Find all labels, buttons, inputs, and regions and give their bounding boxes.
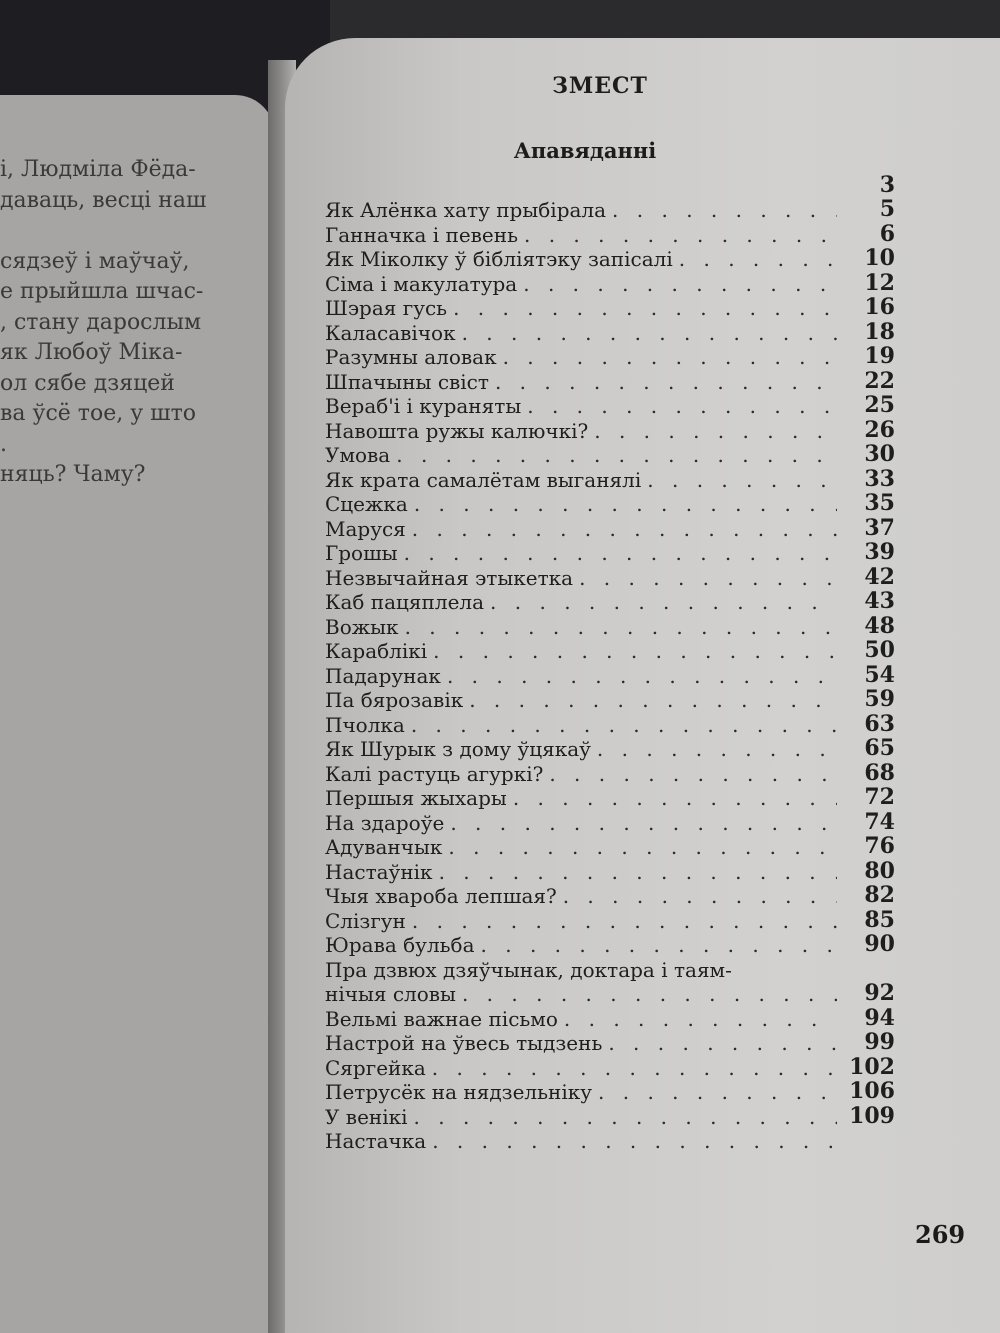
left-text-line: няць? Чаму? [0,462,146,487]
toc-leader-dots [503,345,837,369]
toc-leader-dots [453,296,837,320]
toc-entry-title: Петрусёк на нядзельніку [325,1080,593,1104]
toc-leader-dots [396,443,837,467]
toc-leader-dots [414,492,837,516]
toc-entry-title: Як Алёнка хату прыбірала [325,198,607,222]
toc-leader-dots [490,590,837,614]
toc-entry-title: Шпачыны свіст [325,369,489,394]
toc-page-number: 94 [864,1004,895,1031]
toc-leader-dots [405,615,837,639]
toc-row [325,1129,895,1154]
toc-entry-title: Калі растуць агуркі? [325,761,544,786]
toc-row [325,712,895,737]
toc-entry-title: Каласавічок [325,320,456,345]
toc-page-number: 50 [864,637,895,663]
toc-row [325,1006,895,1031]
toc-row [325,884,895,909]
toc-row [325,1104,895,1129]
toc-leader-dots [523,272,837,296]
toc-leader-dots [448,835,837,859]
toc-leader-dots [524,223,837,247]
toc-page-number: 54 [864,661,895,688]
toc-leader-dots [598,1080,837,1104]
toc-row [325,1055,895,1080]
toc-entry-title: Вераб'і і кураняты [325,394,522,418]
toc-row [325,614,895,639]
toc-row [325,467,895,492]
toc-row [325,688,895,713]
toc-entry-title: Падарунак [325,663,441,688]
left-text-line: сядзеў і маўчаў, [0,248,190,274]
toc-leader-dots [513,786,837,810]
page-number: 269 [915,1220,966,1249]
toc-entry-title: Сіма і макулатура [325,271,518,296]
right-page [285,38,1000,1333]
toc-page-number: 22 [864,367,895,394]
toc-entry-title: Як крата самалётам выганялі [325,467,642,492]
toc-row [325,541,895,566]
toc-row [325,859,895,884]
toc-leader-dots [412,517,837,541]
toc-leader-dots [404,541,837,565]
toc-page-number: 99 [864,1029,895,1055]
toc-entry-title: Настаўнік [325,859,433,884]
toc-page-number: 106 [849,1078,895,1104]
toc-page-number: 3 [879,171,895,198]
toc-entry-title: Як Шурык з дому ўцякаў [325,737,591,761]
toc-entry-title: Сцежка [325,492,408,516]
toc-entry-title: Ганначка і певень [325,222,518,247]
toc-page-number: 59 [864,686,895,712]
toc-entry-title: Чыя хвароба лепшая? [325,884,557,908]
toc-row [325,908,895,933]
toc-leader-dots [439,860,837,884]
toc-entry-title: Слізгун [325,908,406,933]
toc-leader-dots [433,639,837,663]
toc-row [325,296,895,321]
toc-leader-dots [481,933,837,957]
toc-leader-dots [469,688,837,712]
toc-entry-title: Юрава бульба [325,933,475,957]
toc-row [325,345,895,370]
toc-page-number: 85 [864,906,895,933]
contents-title: ЗМЕСТ [552,73,648,99]
toc-entry-title: Першыя жыхары [325,786,507,810]
toc-row [325,590,895,615]
toc-page-number: 37 [864,514,895,541]
toc-leader-dots [462,982,837,1006]
toc-page-number: 48 [864,612,895,639]
toc-leader-dots [594,419,837,443]
toc-entry-title: Пчолка [325,712,405,737]
toc-leader-dots [414,1105,837,1129]
toc-page-number: 109 [849,1102,895,1129]
toc-entry-title: Маруся [325,516,406,541]
toc-row [325,1080,895,1105]
toc-row [325,443,895,468]
toc-entry-title: Каб пацяплела [325,590,485,614]
toc-page-number: 12 [864,269,895,296]
toc-entry-title: Караблікі [325,639,428,663]
toc-leader-dots [432,1129,837,1153]
toc-entry-title: Па бярозавік [325,688,464,712]
toc-leader-dots [679,247,837,271]
toc-leader-dots [549,762,837,786]
toc-row [325,247,895,272]
toc-page-number: 76 [864,833,895,859]
toc-row [325,173,895,198]
left-text-line: ва ўсё тое, у што [0,401,197,426]
toc-leader-dots [527,394,837,418]
toc-row [325,957,895,982]
toc-page-number: 72 [864,784,895,810]
toc-page-number: 90 [864,931,895,957]
toc-entry-title: На здароўе [325,810,445,835]
toc-entry-title: нічыя словы [325,982,456,1006]
toc-page-number: 92 [864,980,895,1006]
toc-page-number: 30 [864,441,895,467]
toc-leader-dots [462,321,837,345]
toc-row [325,786,895,811]
toc-entry-title: У венікі [325,1104,408,1129]
toc-row [325,663,895,688]
left-text-line: даваць, весці наш [0,187,207,213]
toc-page-number: 39 [864,539,895,565]
toc-entry-title: Адуванчык [325,835,443,859]
toc-row [325,394,895,419]
toc-leader-dots [647,468,837,492]
table-of-contents [325,173,895,1153]
section-title: Апавяданні [513,138,657,163]
toc-page-number: 10 [864,245,895,271]
toc-row [325,810,895,835]
toc-leader-dots [432,1056,837,1080]
toc-entry-title: Грошы [325,541,398,565]
toc-page-number: 19 [864,343,895,369]
toc-row [325,516,895,541]
toc-leader-dots [608,1031,837,1055]
toc-leader-dots [412,909,837,933]
left-page-text [0,155,260,491]
left-text-line: і, Людміла Фёда- [0,157,196,182]
toc-entry-title: Незвычайная этыкетка [325,565,574,590]
toc-row [325,198,895,223]
toc-leader-dots [597,737,837,761]
toc-entry-title: Настрой на ўвесь тыдзень [325,1031,603,1055]
toc-row [325,737,895,762]
toc-leader-dots [563,884,837,908]
toc-row [325,369,895,394]
toc-row [325,320,895,345]
left-text-line: як Любоў Міка- [0,340,183,365]
toc-page-number: 68 [864,759,895,786]
toc-page-number: 42 [864,563,895,590]
left-page [0,95,275,1333]
toc-page-number: 65 [864,735,895,761]
toc-leader-dots [579,566,837,590]
toc-entry-title: Сяргейка [325,1055,426,1080]
left-text-line: ол сябе дзяцей [0,370,175,396]
toc-leader-dots [447,664,837,688]
toc-row [325,761,895,786]
toc-row [325,271,895,296]
toc-entry-title: Навошта ружы калючкі? [325,418,589,443]
toc-row [325,222,895,247]
toc-leader-dots [564,1007,837,1031]
toc-entry-title: Як Міколку ў бібліятэку запісалі [325,247,673,271]
toc-entry-title: Вожык [325,614,399,639]
toc-row [325,639,895,664]
toc-page-number: 16 [864,294,895,320]
toc-row [325,982,895,1007]
left-text-line: . [0,431,7,457]
toc-page-number: 5 [879,196,895,222]
toc-page-number: 26 [864,416,895,443]
toc-page-number: 63 [864,710,895,737]
toc-page-number: 18 [864,318,895,345]
toc-row [325,565,895,590]
toc-row [325,1031,895,1056]
toc-entry-title: Настачка [325,1129,427,1153]
toc-leader-dots [450,811,837,835]
toc-page-number: 80 [864,857,895,884]
toc-leader-dots [411,713,837,737]
toc-entry-title: Умова [325,443,391,467]
toc-entry-title: Вельмі важнае пісьмо [325,1006,558,1031]
toc-row [325,492,895,517]
toc-entry-title: Разумны аловак [325,345,497,369]
toc-leader-dots [612,198,837,222]
toc-page-number: 43 [864,588,895,614]
toc-row [325,835,895,860]
toc-entry-title: Шэрая гусь [325,296,448,320]
left-text-line: е прыйшла шчас- [0,279,204,304]
toc-page-number: 102 [849,1053,895,1080]
toc-page-number: 82 [864,882,895,908]
toc-leader-dots [495,370,837,394]
toc-page-number: 6 [879,220,895,247]
left-text-line [0,216,260,247]
toc-page-number: 33 [864,465,895,492]
toc-row [325,933,895,958]
toc-entry-title: Пра дзвюх дзяўчынак, доктара і таям- [325,957,732,982]
toc-page-number: 35 [864,490,895,516]
toc-row [325,418,895,443]
left-text-line: , стану дарослым [0,309,202,335]
toc-page-number: 74 [864,808,895,835]
toc-page-number: 25 [864,392,895,418]
